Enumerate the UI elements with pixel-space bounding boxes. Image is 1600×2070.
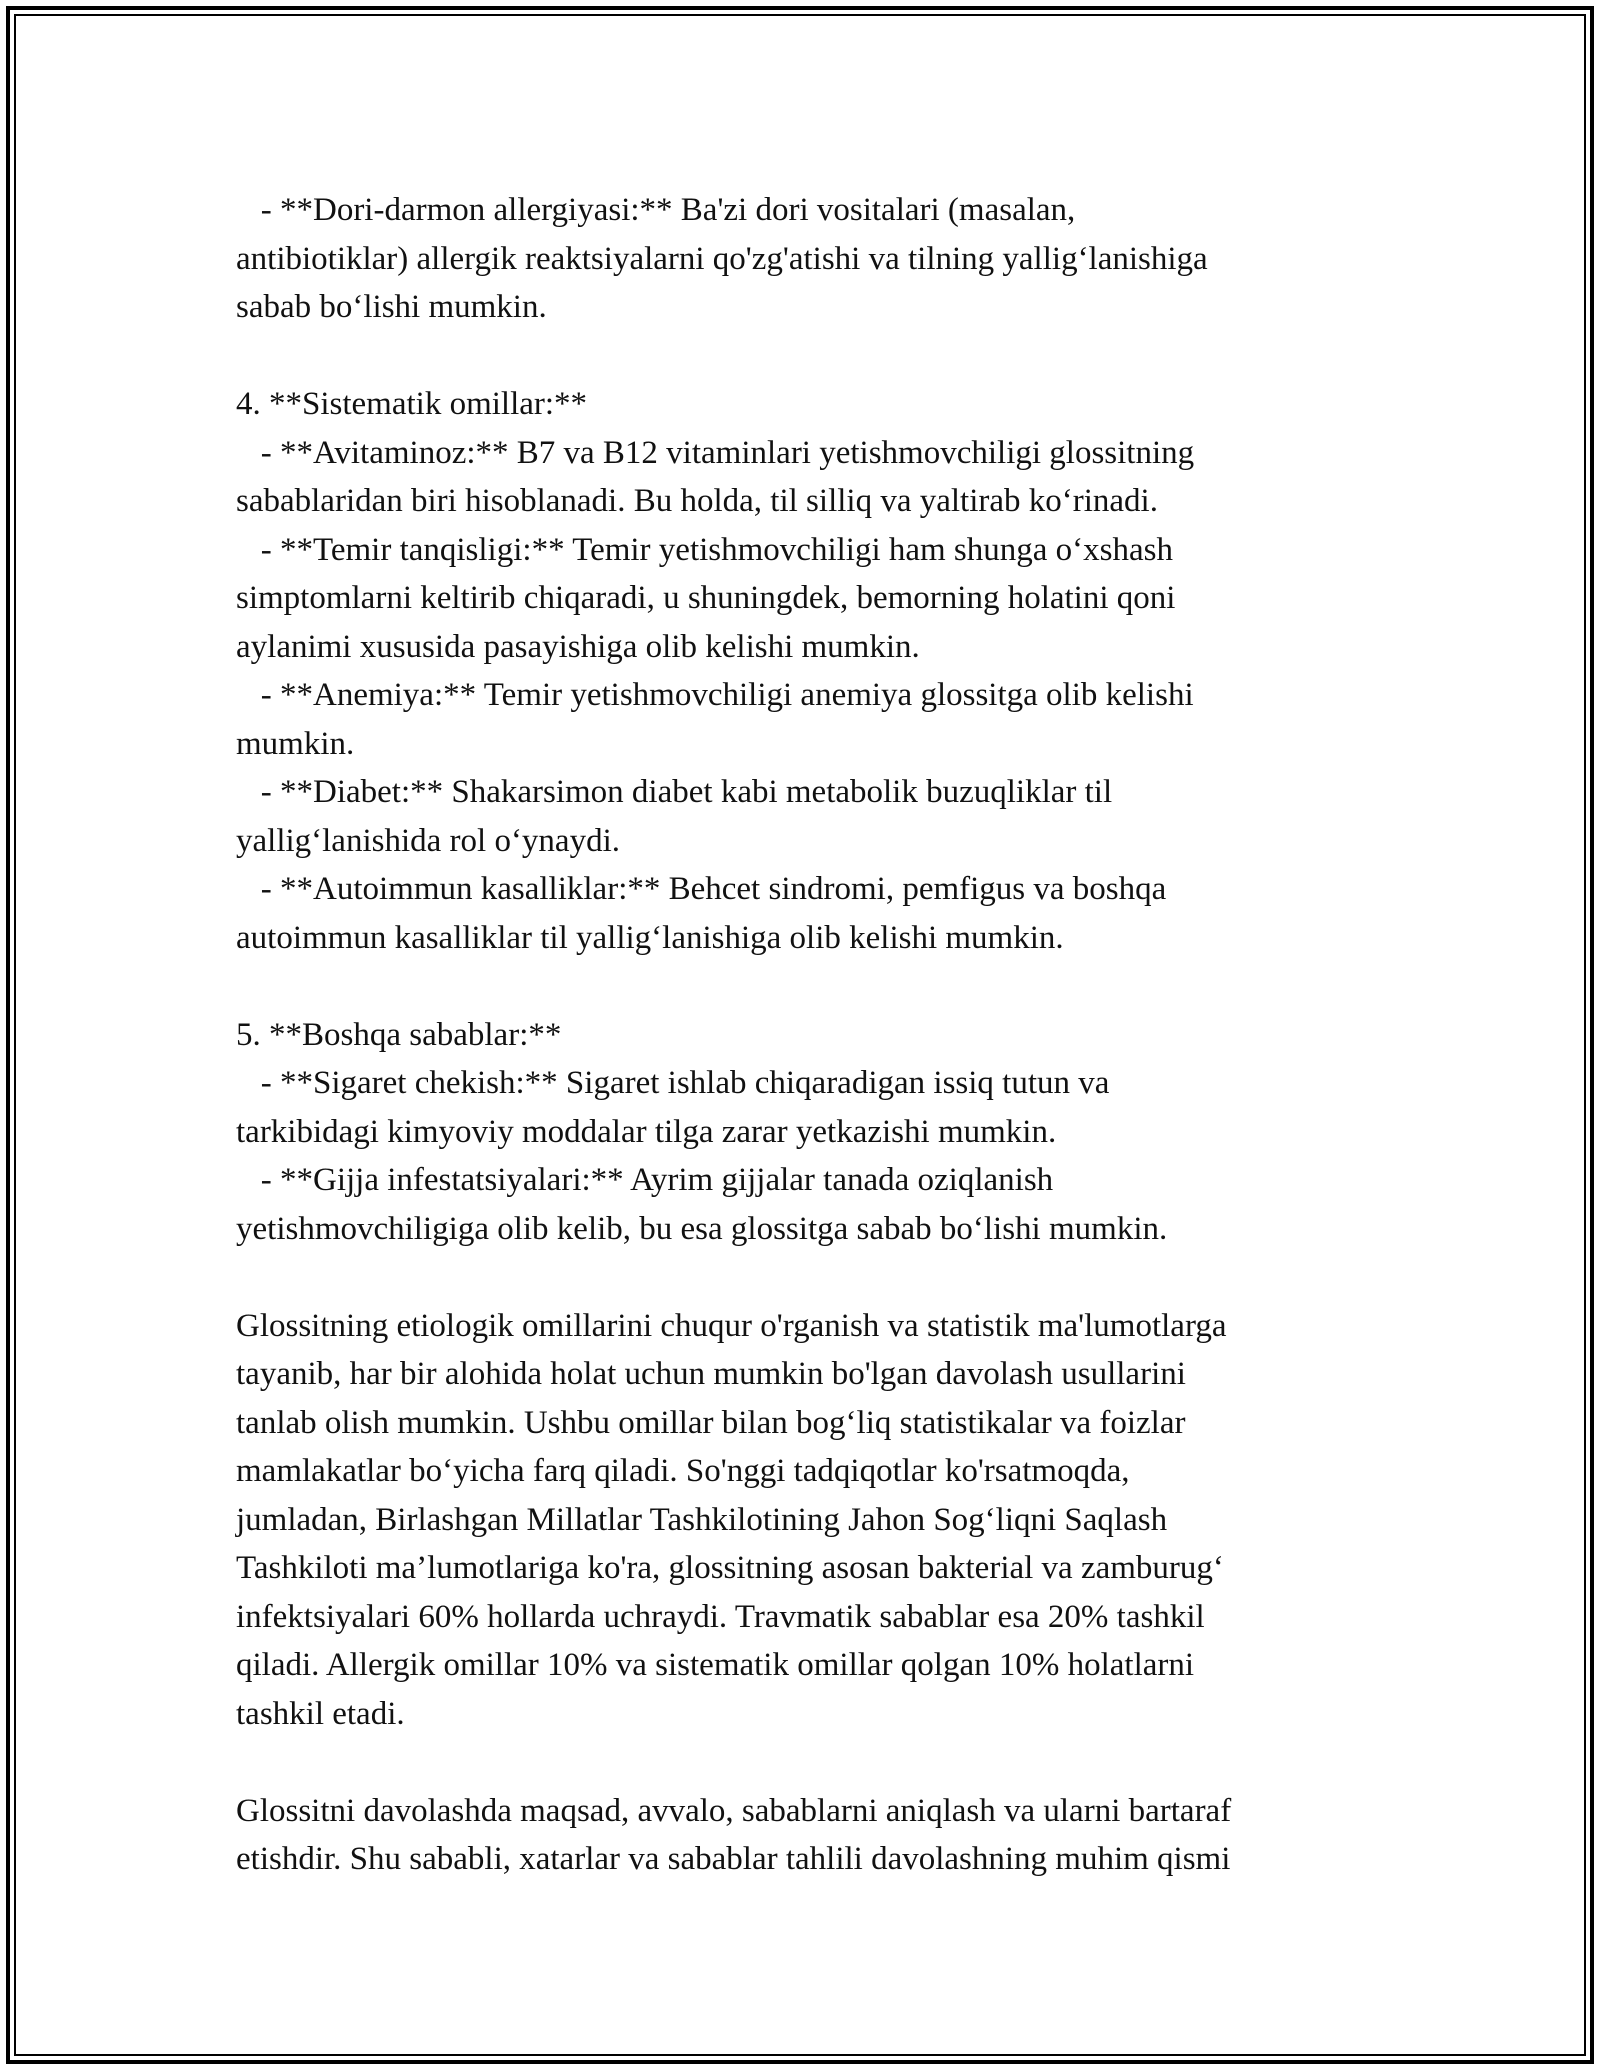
text-line: infektsiyalari 60% hollarda uchraydi. Travmatik sabablar esa 20% tashkil (236, 1598, 1205, 1635)
paragraph-drug-allergy (236, 186, 1366, 332)
text-line: - **Autoimmun kasalliklar:** Behcet sindromi, pemfigus va boshqa (236, 871, 1167, 907)
text-line: etishdir. Shu sababli, xatarlar va sabablar tahlili davolashning muhim qismi (236, 1841, 1231, 1877)
text-line: Glossitning etiologik omillarini chuqur o'rganish va statistik ma'lumotlarga (236, 1307, 1227, 1344)
text-line: simptomlarni keltirib chiqaradi, u shuningdek, bemorning holatini qoni (236, 580, 1176, 616)
text-line: mamlakatlar bo‘yicha farq qiladi. So'nggi tadqiqotlar ko'rsatmoqda, (236, 1453, 1130, 1489)
text-line: tanlab olish mumkin. Ushbu omillar bilan bog‘liq statistikalar va foizlar (236, 1404, 1186, 1441)
text-line: jumladan, Birlashgan Millatlar Tashkilotining Jahon Sog‘liqni Saqlash (236, 1501, 1168, 1538)
section-heading: 4. **Sistematik omillar:** (236, 386, 588, 422)
section-systemic-factors (236, 380, 1366, 962)
text-line: mumkin. (236, 725, 355, 762)
text-line: qiladi. Allergik omillar 10% va sistematik omillar qolgan 10% holatlarni (236, 1647, 1195, 1683)
text-line: yallig‘lanishida rol o‘ynaydi. (236, 822, 620, 859)
text-line: - **Temir tanqisligi:** Temir yetishmovchiligi ham shunga o‘xshash (236, 531, 1173, 568)
text-line: tarkibidagi kimyoviy moddalar tilga zarar yetkazishi mumkin. (236, 1113, 1057, 1150)
text-line: - **Avitaminoz:** B7 va B12 vitaminlari yetishmovchiligi glossitning (236, 434, 1195, 471)
text-line: aylanimi xususida pasayishiga olib kelishi mumkin. (236, 628, 920, 665)
paragraph-gap (236, 1253, 1366, 1302)
text-line: - **Anemiya:** Temir yetishmovchiligi anemiya glossitga olib kelishi (236, 677, 1194, 713)
text-line: Tashkiloti ma’lumotlariga ko'ra, glossitning asosan bakterial va zamburug‘ (236, 1550, 1224, 1586)
text-line: tayanib, har bir alohida holat uchun mumkin bo'lgan davolash usullarini (236, 1356, 1186, 1392)
text-line: sabablaridan biri hisoblanadi. Bu holda, til silliq va yaltirab ko‘rinadi. (236, 483, 1158, 519)
text-line: Glossitni davolashda maqsad, avvalo, sabablarni aniqlash va ularni bartaraf (236, 1792, 1232, 1829)
paragraph-treatment (236, 1787, 1366, 1884)
paragraph-gap (236, 1738, 1366, 1787)
text-line: sabab bo‘lishi mumkin. (236, 289, 547, 325)
text-line: autoimmun kasalliklar til yallig‘lanishiga olib kelishi mumkin. (236, 919, 1064, 956)
text-line: - **Diabet:** Shakarsimon diabet kabi metabolik buzuqliklar til (236, 774, 1113, 810)
section-heading: 5. **Boshqa sabablar:** (236, 1016, 562, 1053)
paragraph-gap (236, 332, 1366, 381)
text-line: - **Sigaret chekish:** Sigaret ishlab chiqaradigan issiq tutun va (236, 1065, 1110, 1101)
text-line: - **Gijja infestatsiyalari:** Ayrim gijjalar tanada oziqlanish (236, 1162, 1054, 1198)
text-line: tashkil etadi. (236, 1695, 405, 1732)
paragraph-gap (236, 962, 1366, 1011)
document-body (236, 186, 1366, 1884)
text-line: - **Dori-darmon allergiyasi:** Ba'zi dori vositalari (masalan, (236, 192, 1076, 228)
section-other-causes (236, 1011, 1366, 1254)
text-line: yetishmovchiligiga olib kelib, bu esa glossitga sabab bo‘lishi mumkin. (236, 1210, 1168, 1247)
paragraph-statistics (236, 1302, 1366, 1739)
text-line: antibiotiklar) allergik reaktsiyalarni qo'zg'atishi va tilning yallig‘lanishiga (236, 240, 1208, 277)
